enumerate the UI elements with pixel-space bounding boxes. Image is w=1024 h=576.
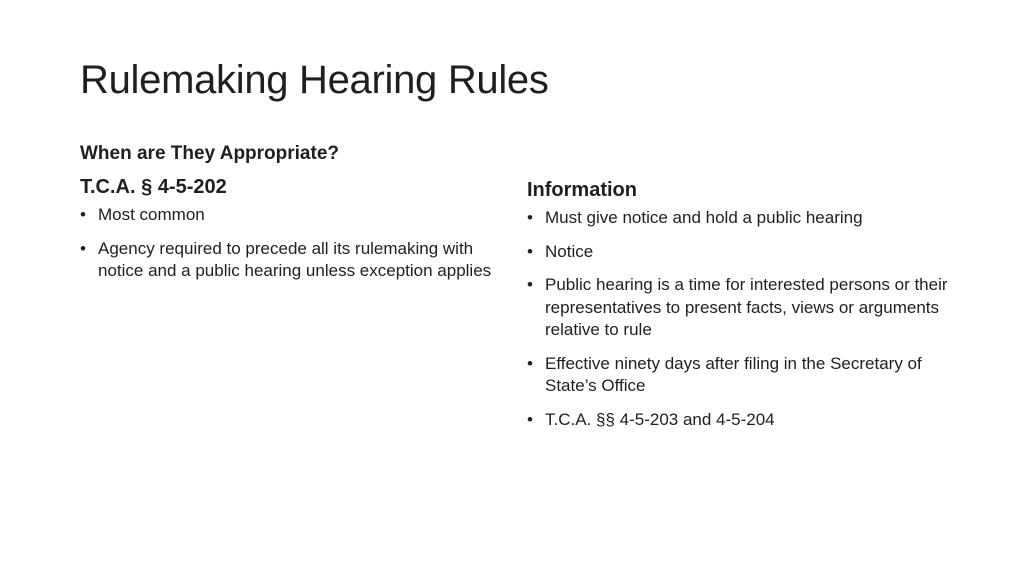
list-item: • Agency required to precede all its rulemaking with notice and a public hearing unless exception applies (80, 238, 510, 283)
right-bullet-list (527, 207, 957, 431)
list-item: • Most common (80, 204, 510, 227)
list-item: • Public hearing is a time for interested persons or their representatives to present facts, views or arguments relative to rule (527, 274, 957, 342)
list-item: • Must give notice and hold a public hearing (527, 207, 957, 230)
right-column (527, 177, 957, 442)
left-bullet-list (80, 204, 510, 283)
left-subheading: When are They Appropriate? (80, 143, 339, 164)
left-column (80, 142, 510, 294)
left-heading: T.C.A. § 4-5-202 (80, 176, 227, 198)
slide-title: Rulemaking Hearing Rules (80, 58, 549, 102)
list-item: • Effective ninety days after filing in the Secretary of State’s Office (527, 353, 957, 398)
list-item: • Notice (527, 241, 957, 264)
right-heading: Information (527, 179, 637, 201)
list-item: • T.C.A. §§ 4-5-203 and 4-5-204 (527, 409, 957, 432)
